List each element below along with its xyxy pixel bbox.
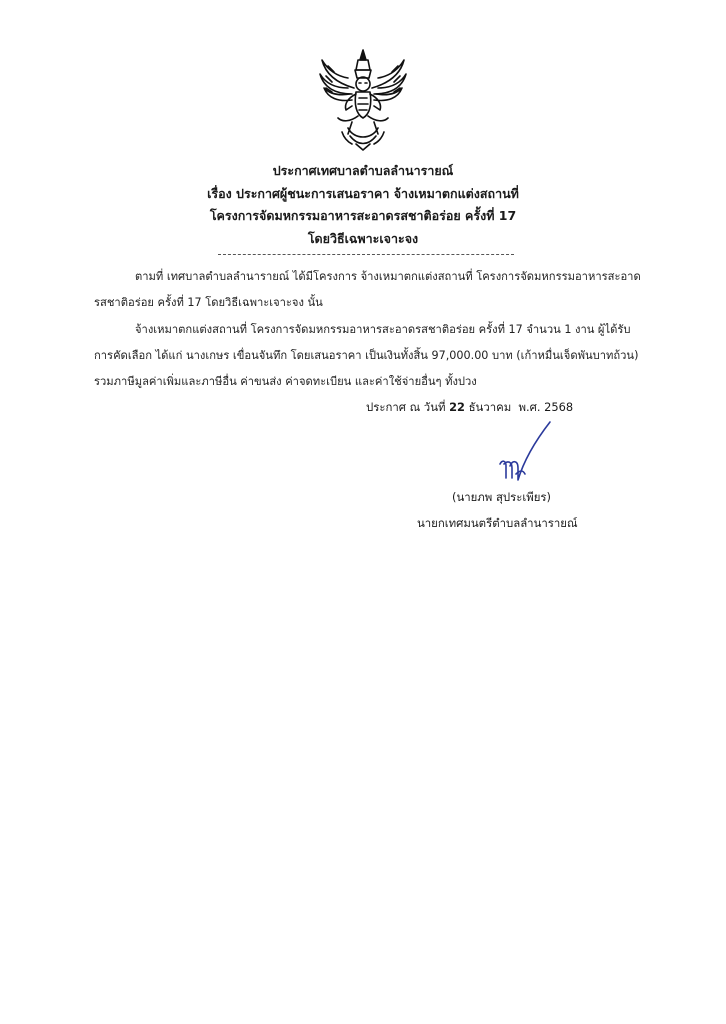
date-day: 22 [449,400,465,414]
header-divider [218,254,514,255]
date-era: พ.ศ. [518,400,541,414]
announcement-date [366,399,573,417]
body-paragraph-1-line-2: รสชาติอร่อย ครั้งที่ 17 โดยวิธีเฉพาะเจาะจง นั้น [94,296,323,309]
announcement-header [0,160,726,250]
body-paragraph-2-line-1: จ้างเหมาตกแต่งสถานที่ โครงการจัดมหกรรมอาหารสะอาดรสชาติอร่อย ครั้งที่ 17 จำนวน 1 งาน ผู้ได้รับ [135,323,631,336]
body-paragraph-1-line-1: ตามที่ เทศบาลตำบลลำนารายณ์ ได้มีโครงการ จ้างเหมาตกแต่งสถานที่ โครงการจัดมหกรรมอาหารสะอาด [135,270,641,283]
header-method: โดยวิธีเฉพาะเจาะจง [307,230,419,246]
signer-name: (นายภพ สุประเพียร) [452,490,551,504]
body-paragraph-2-line-2: การคัดเลือก ได้แก่ นางเกษร เขื่อนจันทึก โดยเสนอราคา เป็นเงินทั้งสิ้น 97,000.00 บาท (เก้าหมื่นเจ็ดพันบาทถ้วน) [94,349,639,362]
date-month: ธันวาคม [468,400,512,414]
date-prefix: ประกาศ ณ วันที่ [366,400,446,414]
header-project: โครงการจัดมหกรรมอาหารสะอาดรสชาติอร่อย ครั้งที่ 17 [209,208,517,223]
garuda-emblem-icon [318,48,408,152]
header-subject: เรื่อง ประกาศผู้ชนะการเสนอราคา จ้างเหมาตกแต่งสถานที่ [207,185,519,201]
date-year: 2568 [544,400,574,414]
body-paragraph-2-line-3: รวมภาษีมูลค่าเพิ่มและภาษีอื่น ค่าขนส่ง ค่าจดทะเบียน และค่าใช้จ่ายอื่นๆ ทั้งปวง [94,375,477,388]
handwritten-signature [490,420,560,490]
header-org-title: ประกาศเทศบาลตำบลลำนารายณ์ [272,163,454,178]
signer-title: นายกเทศมนตรีตำบลลำนารายณ์ [417,516,578,530]
